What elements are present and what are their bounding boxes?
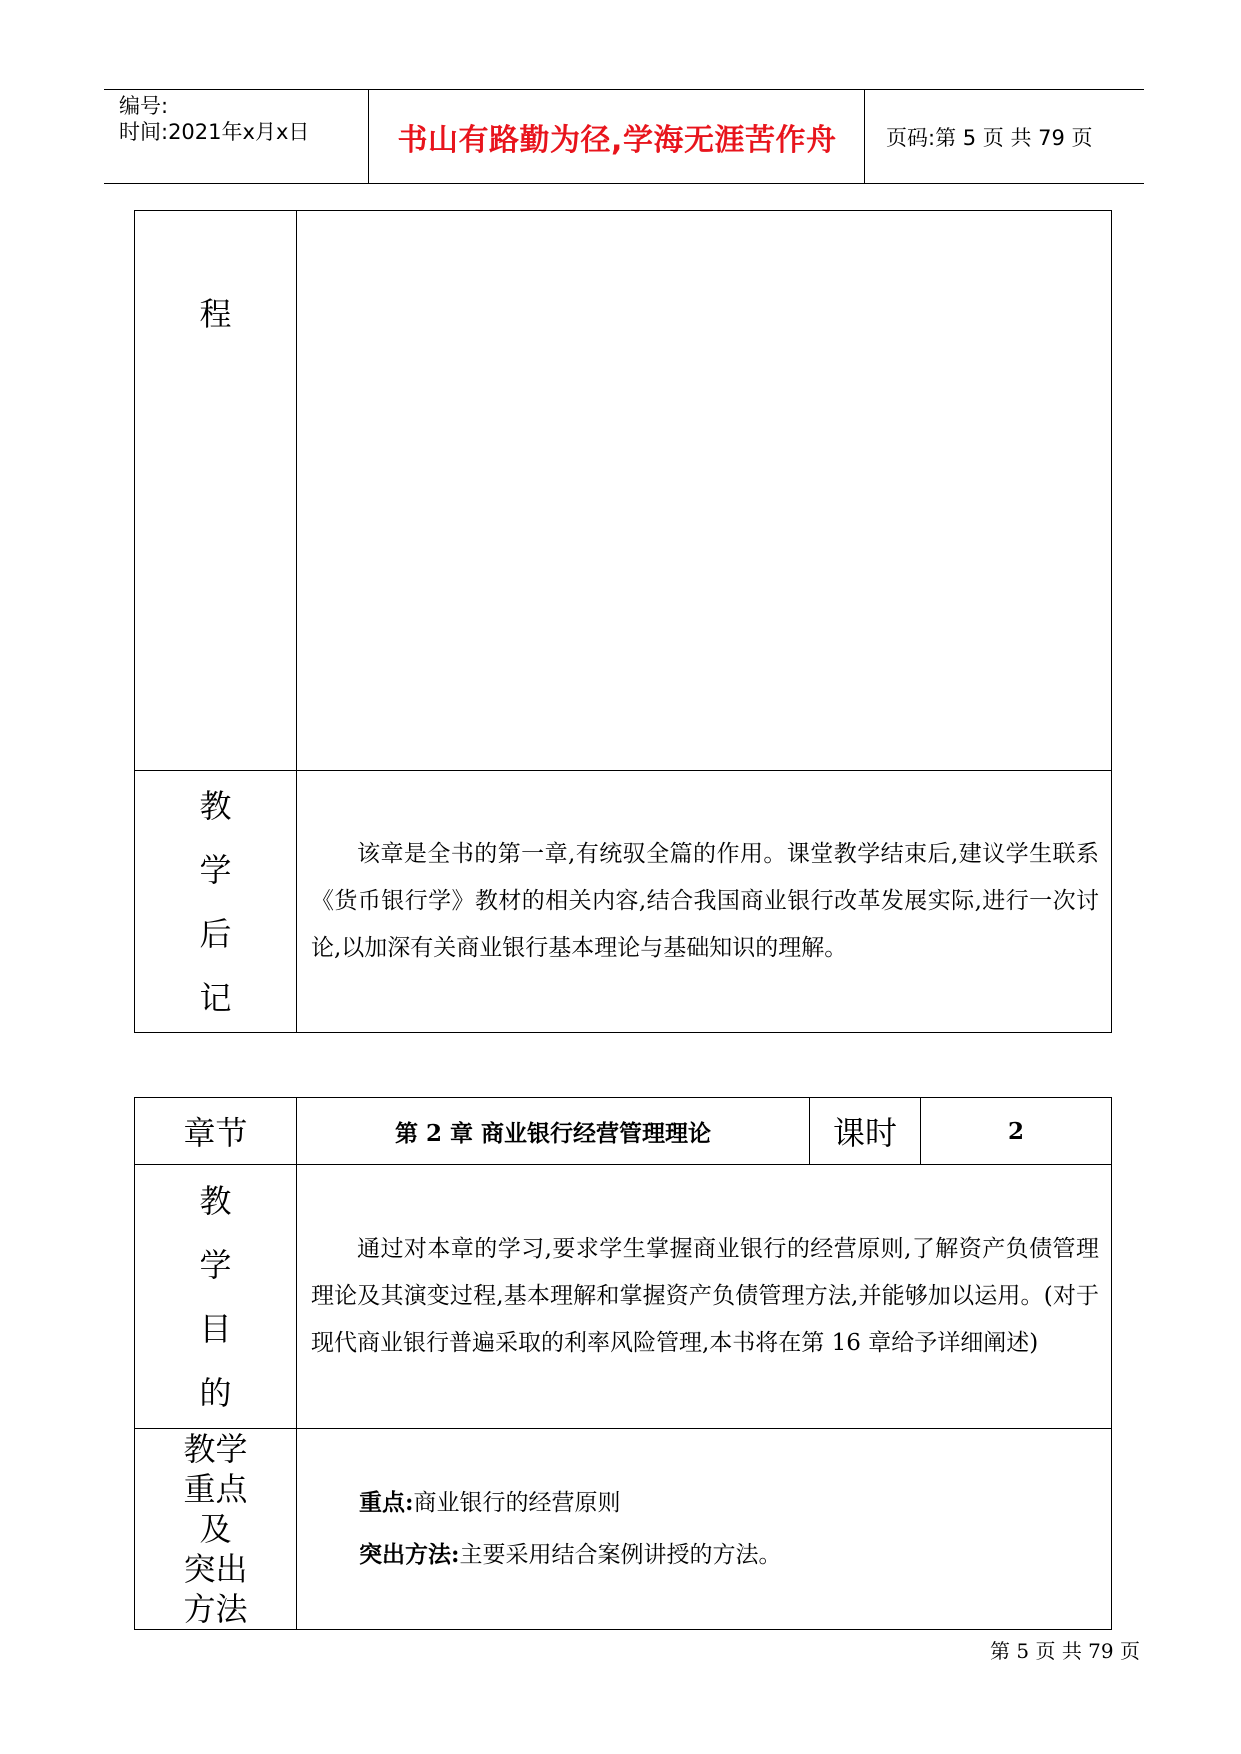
chapter-label: 章节 [135, 1098, 297, 1165]
afterword-label-char: 记 [199, 978, 232, 1017]
page-header [104, 89, 1144, 184]
keypoint-title: 重点: [359, 1489, 414, 1516]
chapter-row [135, 1098, 1112, 1165]
keypoint-label-line: 重点 [183, 1470, 248, 1508]
afterword-row [135, 771, 1112, 1033]
lesson-table-2 [134, 1097, 1112, 1630]
keypoint-label-line: 教学 [183, 1430, 248, 1468]
header-info [104, 90, 369, 183]
process-content [297, 211, 1112, 771]
header-motto: 书山有路勤为径,学海无涯苦作舟 [370, 90, 865, 183]
process-row [135, 211, 1112, 771]
objective-content [297, 1165, 1112, 1429]
keypoint-label [135, 1429, 297, 1630]
header-page-label: 页码:第 5 页 共 79 页 [886, 125, 1093, 150]
lesson-table-1 [134, 210, 1112, 1033]
objective-label-char: 教 [199, 1181, 232, 1220]
keypoint-row [135, 1429, 1112, 1630]
objective-row [135, 1165, 1112, 1429]
method-line [359, 1529, 1111, 1581]
objective-label-char: 目 [199, 1309, 232, 1348]
keypoint-text: 商业银行的经营原则 [413, 1490, 621, 1516]
method-text: 主要采用结合案例讲授的方法。 [459, 1542, 782, 1568]
time-label: 时间:2021年x月x日 [119, 120, 310, 144]
afterword-content [297, 771, 1112, 1033]
keypoint-content [297, 1429, 1112, 1630]
objective-label-char: 学 [199, 1245, 232, 1284]
objective-text: 通过对本章的学习,要求学生掌握商业银行的经营原则,了解资产负债管理理论及其演变过程,基本理解和掌握资产负债管理方法,并能够加以运用。(对于现代商业银行普遍采取的利率风险管理,本书将在第 16 章给予详细阐述) [311, 1236, 1099, 1356]
number-label: 编号: [119, 94, 169, 118]
keypoint-label-line: 及 [199, 1510, 232, 1548]
chapter-title: 第 2 章 商业银行经营管理理论 [297, 1098, 810, 1165]
hours-label: 课时 [810, 1098, 921, 1165]
process-label: 程 [135, 211, 297, 771]
afterword-label-char: 教 [199, 786, 232, 825]
hours-value: 2 [921, 1098, 1112, 1165]
objective-label [135, 1165, 297, 1429]
objective-label-char: 的 [199, 1373, 232, 1412]
page-footer: 第 5 页 共 79 页 [990, 1639, 1140, 1663]
keypoint-label-line: 突出 [183, 1550, 248, 1588]
afterword-label-char: 学 [199, 850, 232, 889]
afterword-label [135, 771, 297, 1033]
afterword-text: 该章是全书的第一章,有统驭全篇的作用。课堂教学结束后,建议学生联系《货币银行学》教材的相关内容,结合我国商业银行改革发展实际,进行一次讨论,以加深有关商业银行基本理论与基础知识的理解。 [311, 841, 1099, 961]
method-title: 突出方法: [359, 1541, 460, 1568]
keypoint-label-line: 方法 [183, 1590, 248, 1628]
keypoint-line [359, 1477, 1111, 1529]
afterword-label-char: 后 [199, 914, 232, 953]
